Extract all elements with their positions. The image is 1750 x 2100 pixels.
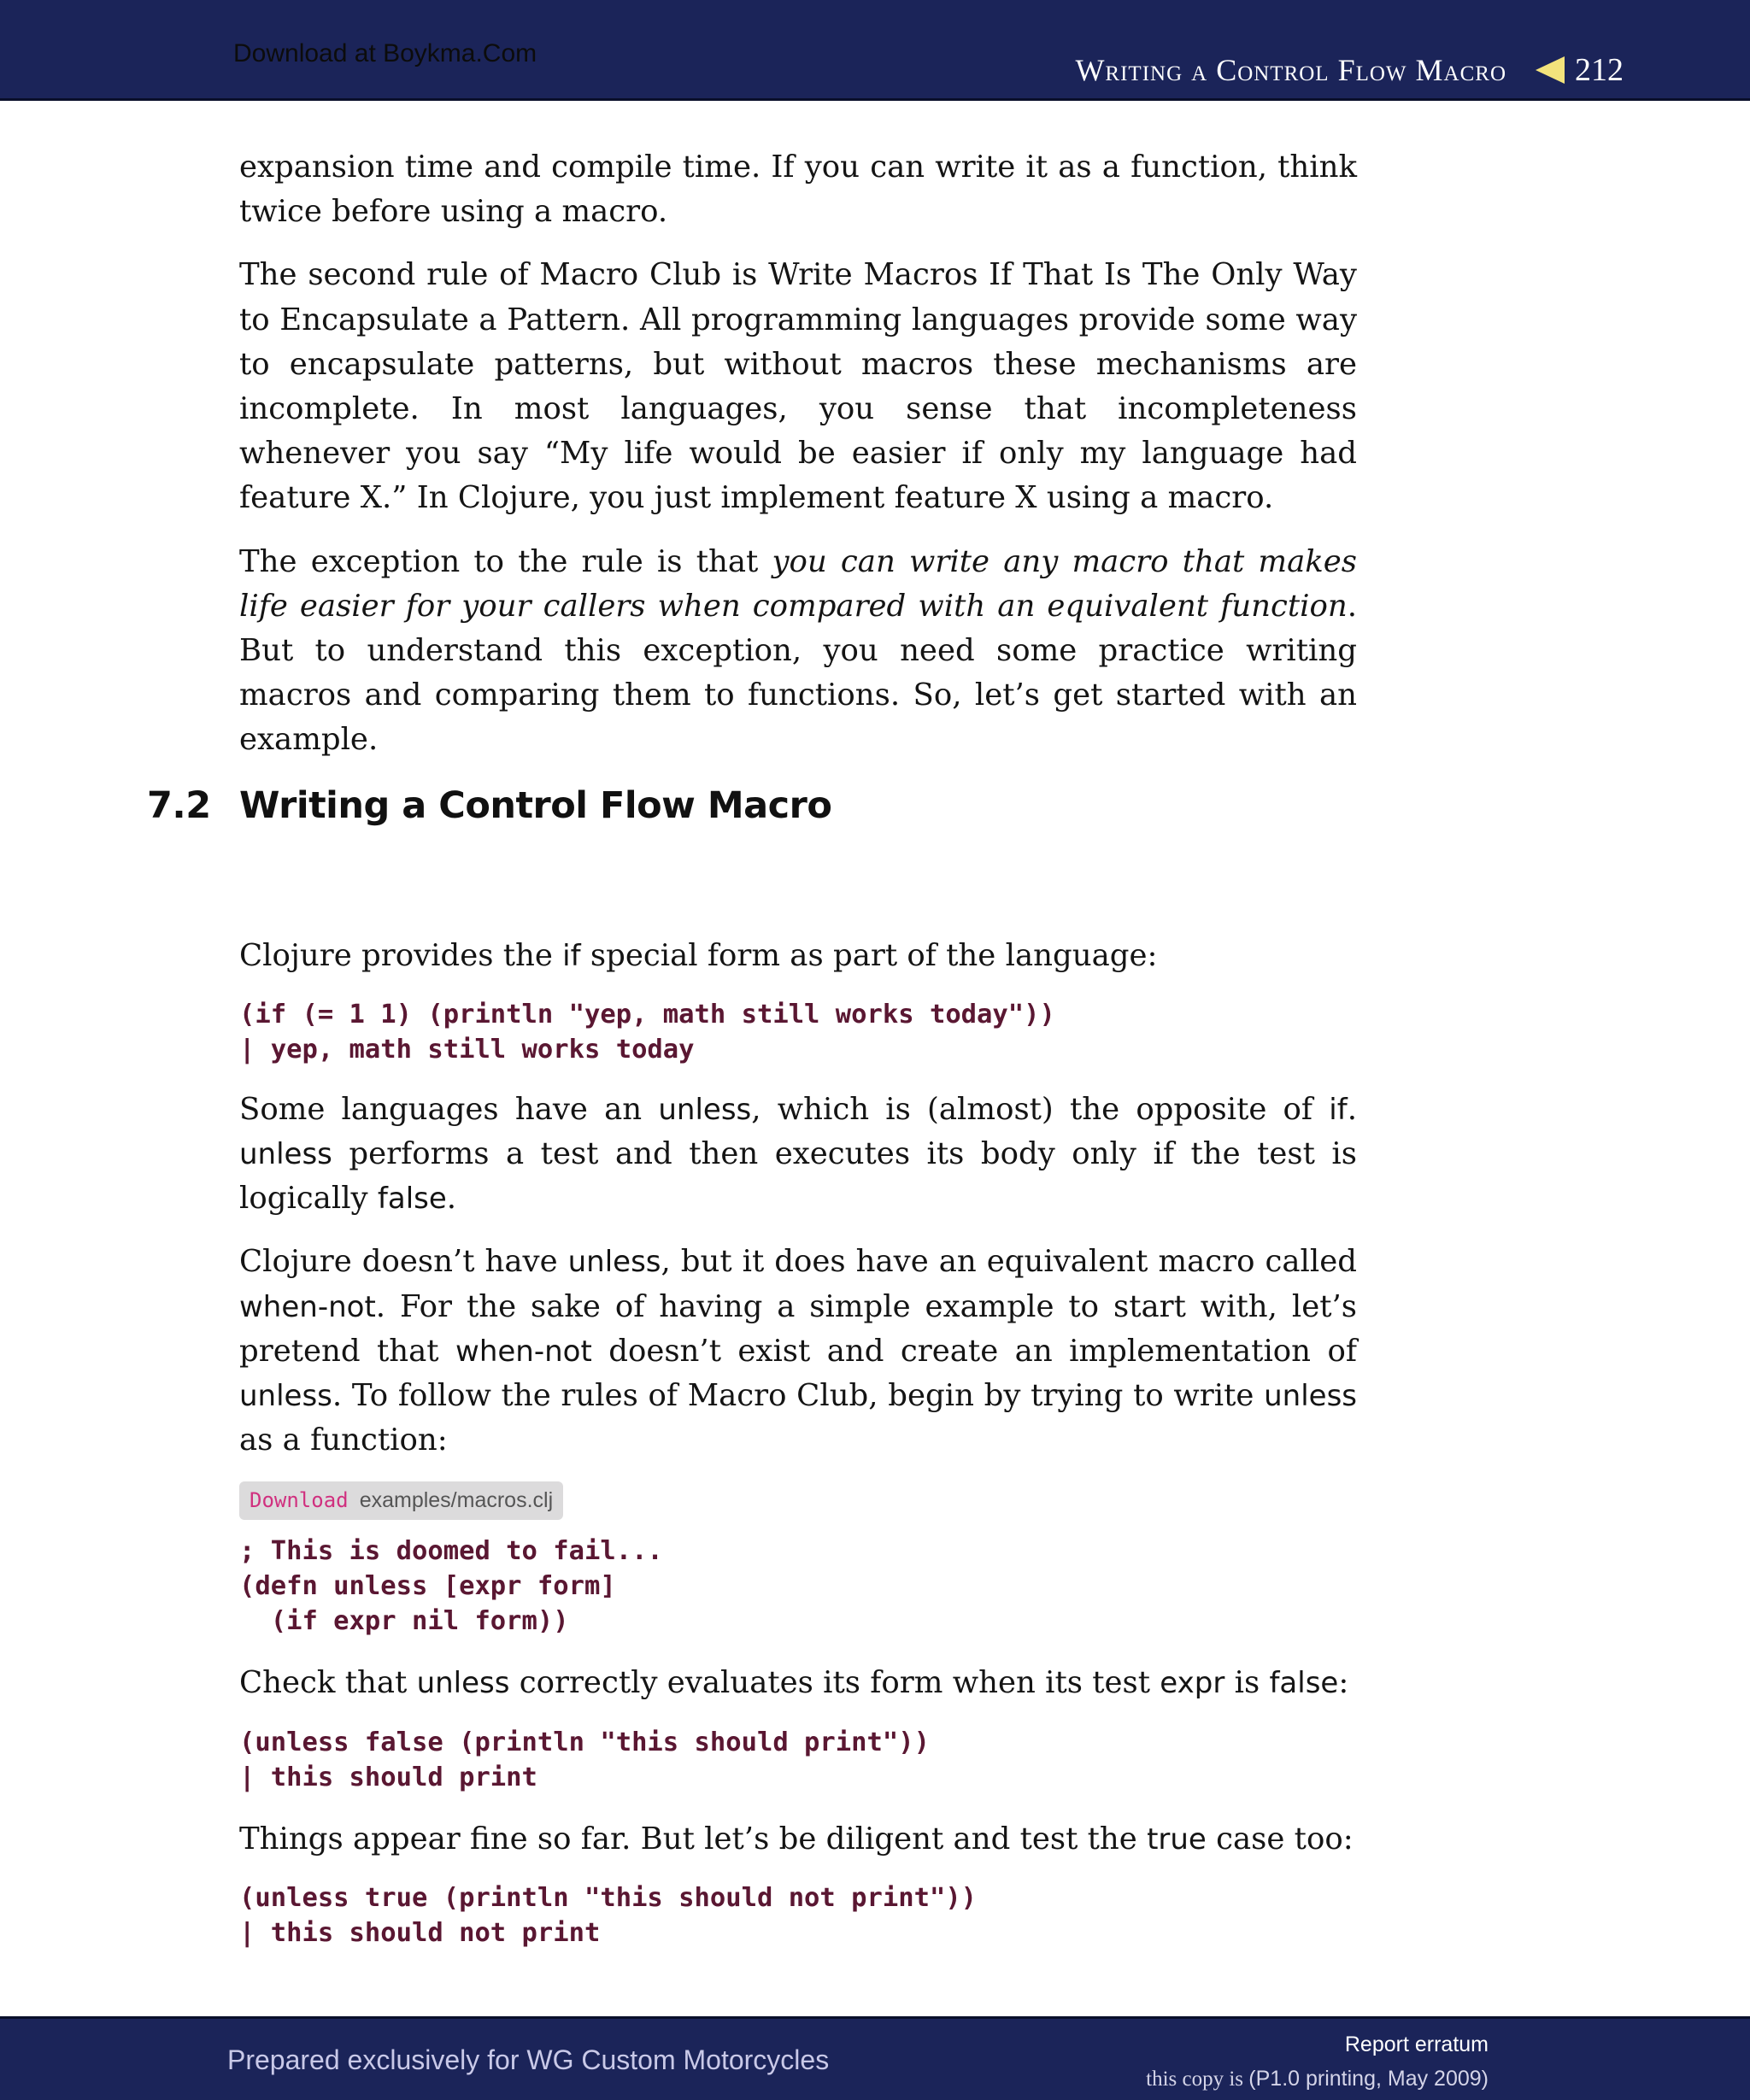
code-block-unless-fn: ; This is doomed to fail... (defn unless [expr form] (if expr nil form)) xyxy=(239,1536,663,1637)
page-content xyxy=(239,145,1357,1950)
paragraph-8: Things appear fine so far. But let’s be diligent and test the true case too: xyxy=(239,1821,1354,1857)
paragraph-4: Clojure provides the if special form as part of the language: xyxy=(239,937,1158,973)
paragraph-5: Some languages have an unless, which is (almost) the opposite of if. unless performs a test and then executes its body only if the test is logically false. xyxy=(239,1091,1357,1217)
page-number: 212 xyxy=(1575,52,1624,88)
emphasis-text: you can write any macro that makes life easier for your callers when compared with an equivalent function xyxy=(239,543,1358,624)
code-block-if: (if (= 1 1) (println "yep, math still works today")) | yep, math still works today xyxy=(239,999,1055,1065)
code-block-unless-false: (unless false (println "this should print")) | this should print xyxy=(239,1727,930,1792)
download-file-path: examples/macros.clj xyxy=(359,1488,554,1513)
code-block-unless-true: (unless true (println "this should not print")) | this should not print xyxy=(239,1882,978,1948)
back-arrow-icon[interactable] xyxy=(1536,56,1565,84)
download-bar xyxy=(239,1481,563,1520)
download-link[interactable]: Download xyxy=(250,1488,349,1513)
paragraph-1: expansion time and compile time. If you can write it as a function, think twice before using a macro. xyxy=(239,150,1357,230)
paragraph-6: Clojure doesn’t have unless, but it does have an equivalent macro called when-not. For the sake of having a simple example to start with, let’s pretend that when-not doesn’t exist and create an implementation of unless. To follow the rules of Macro Club, begin by trying to write unless as a function: xyxy=(239,1244,1357,1458)
section-title: Writing a Control Flow Macro xyxy=(239,784,832,827)
prepared-for-text: Prepared exclusively for WG Custom Motorcycles xyxy=(227,2044,830,2075)
page-footer xyxy=(0,2016,1750,2100)
page-header xyxy=(0,0,1750,101)
running-title: Writing a Control Flow Macro xyxy=(1075,53,1506,87)
copy-info: this copy is (P1.0 printing, May 2009) xyxy=(1146,2067,1489,2091)
section-number: 7.2 xyxy=(147,784,211,827)
paragraph-3: The exception to the rule is that you can write any macro that makes life easier for your callers when compared with an equivalent function. But to understand this exception, you need some practice writing macros and comparing them to functions. So, let’s get started with an example. xyxy=(239,543,1358,758)
running-head xyxy=(1075,51,1624,89)
section-spacer xyxy=(239,782,1357,934)
paragraph-7: Check that unless correctly evaluates its form when its test expr is false: xyxy=(239,1665,1349,1701)
download-watermark: Download at Boykma.Com xyxy=(233,39,537,67)
report-erratum-link[interactable]: Report erratum xyxy=(1344,2033,1489,2056)
paragraph-2: The second rule of Macro Club is Write Macros If That Is The Only Way to Encapsulate a Pattern. All programming languages provide some way to encapsulate patterns, but without macros these mechanisms are incomplete. In most languages, you sense that incompleteness whenever you say “My life would be easier if only my language had feature X.” In Clojure, you just implement feature X using a macro. xyxy=(239,257,1357,516)
